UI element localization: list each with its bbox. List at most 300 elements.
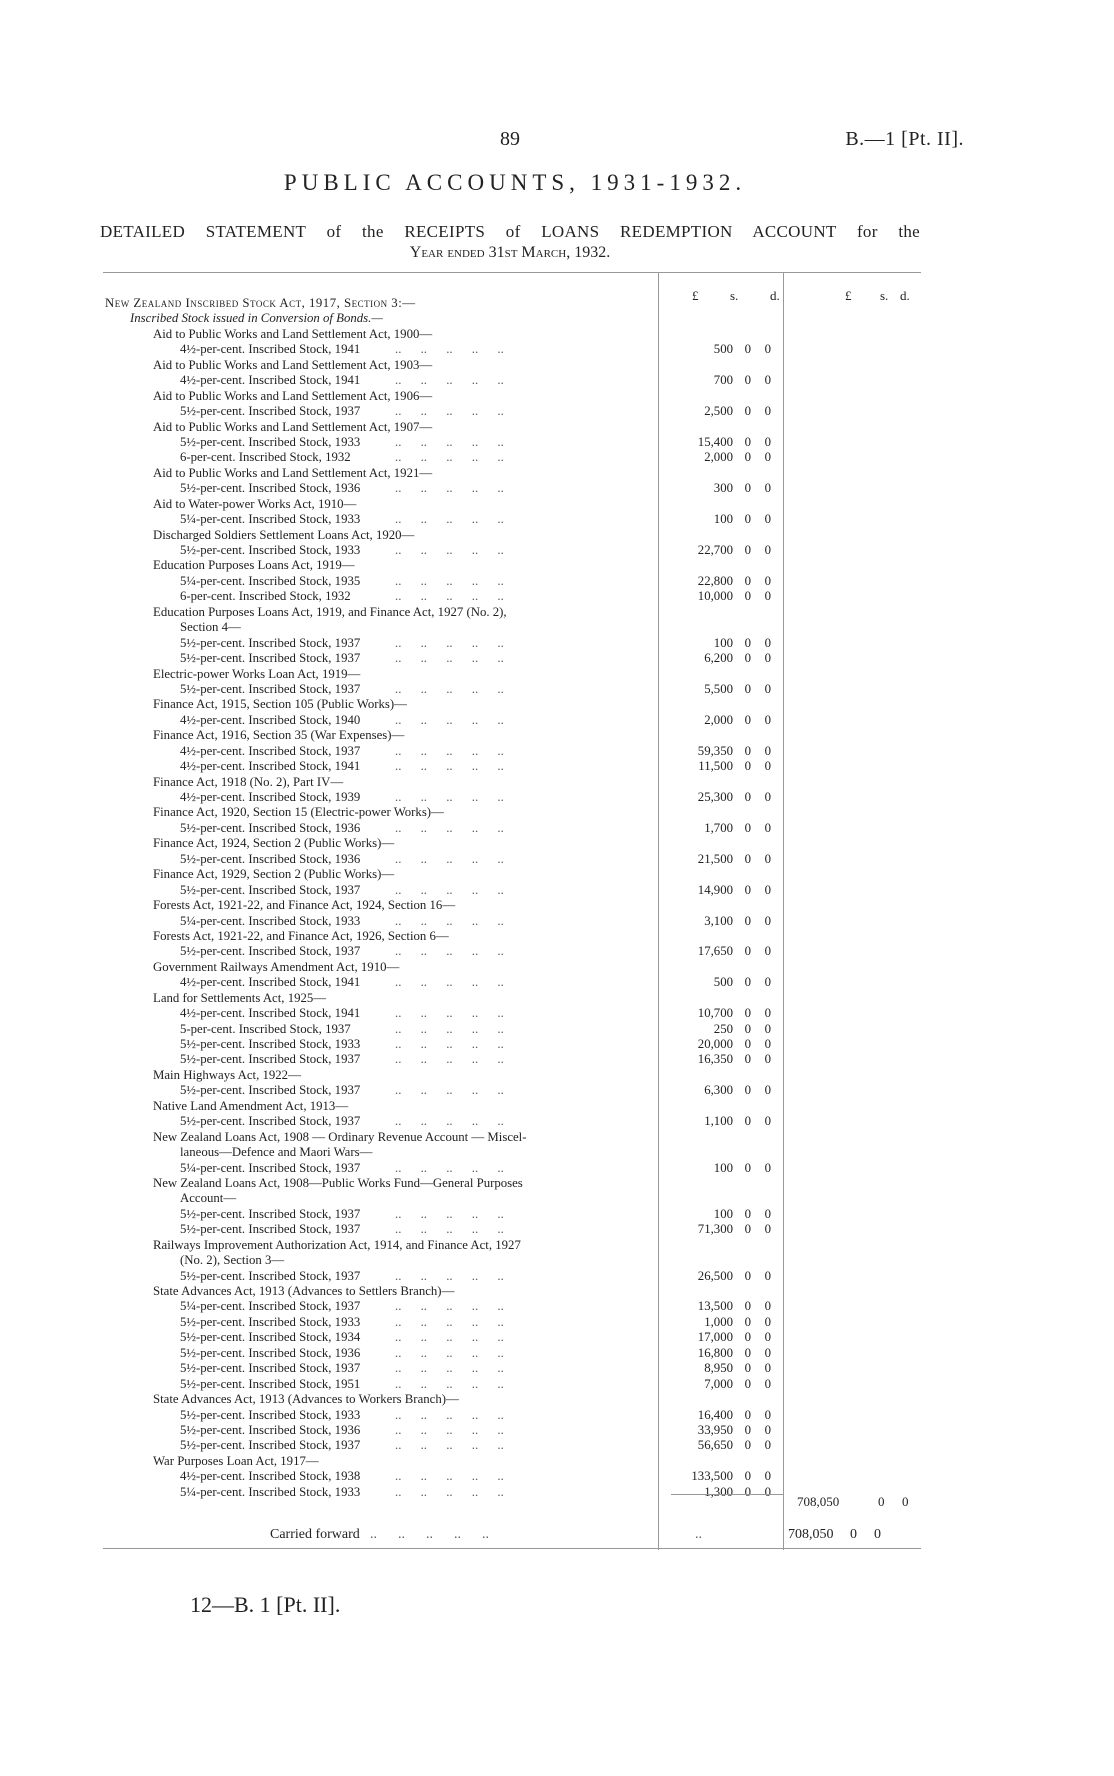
- row-description: 5¼-per-cent. Inscribed Stock, 1933: [180, 913, 361, 928]
- dot-leader: .. .. .. .. ..: [395, 573, 504, 588]
- statement-row: [105, 404, 925, 419]
- statement-row: [105, 1191, 925, 1206]
- dot-leader: .. .. .. .. ..: [395, 743, 504, 758]
- statement-row: [105, 389, 925, 404]
- row-description: Aid to Public Works and Land Settlement Act, 1903—: [153, 357, 433, 372]
- row-description: Aid to Public Works and Land Settlement Act, 1906—: [153, 388, 433, 403]
- row-pounds: 59,350: [697, 743, 733, 758]
- row-description: 5½-per-cent. Inscribed Stock, 1937: [180, 651, 361, 666]
- table-bottom-rule: [103, 1548, 921, 1549]
- page-reference: B.—1 [Pt. II].: [845, 128, 964, 150]
- row-pence: 0: [764, 481, 771, 496]
- row-description: 5½-per-cent. Inscribed Stock, 1936: [180, 481, 361, 496]
- statement-row: [105, 1284, 925, 1299]
- row-pounds: 17,650: [697, 944, 733, 959]
- row-description: 5½-per-cent. Inscribed Stock, 1936: [180, 820, 361, 835]
- row-shillings: 0: [744, 1021, 751, 1036]
- row-pounds: 250: [713, 1021, 733, 1036]
- row-shillings: 0: [744, 882, 751, 897]
- row-description: 5½-per-cent. Inscribed Stock, 1937: [180, 1083, 361, 1098]
- row-pence: 0: [764, 651, 771, 666]
- row-shillings: 0: [744, 450, 751, 465]
- statement-row: [105, 1253, 925, 1268]
- statement-row: [105, 713, 925, 728]
- carried-forward-label: Carried forward: [270, 1527, 360, 1542]
- statement-row: [105, 914, 925, 929]
- statement-row: [105, 620, 925, 635]
- dot-leader: .. .. .. .. ..: [395, 404, 504, 419]
- row-pence: 0: [764, 975, 771, 990]
- row-description: 4½-per-cent. Inscribed Stock, 1941: [180, 1006, 361, 1021]
- statement-row: [105, 450, 925, 465]
- row-shillings: 0: [744, 1484, 751, 1499]
- row-description: 4½-per-cent. Inscribed Stock, 1938: [180, 1469, 361, 1484]
- row-shillings: 0: [744, 1407, 751, 1422]
- statement-row: [105, 991, 925, 1006]
- row-description: Finance Act, 1915, Section 105 (Public Works)—: [153, 697, 407, 712]
- row-pence: 0: [764, 373, 771, 388]
- row-pounds: 10,700: [697, 1006, 733, 1021]
- row-description: 4½-per-cent. Inscribed Stock, 1941: [180, 759, 361, 774]
- row-pounds: 2,500: [704, 404, 733, 419]
- row-description: 5½-per-cent. Inscribed Stock, 1933: [180, 1037, 361, 1051]
- row-pounds: 6,300: [704, 1083, 733, 1098]
- row-shillings: 0: [744, 944, 751, 959]
- row-pounds: 1,300: [704, 1484, 733, 1499]
- dot-leader: .. .. .. .. ..: [395, 342, 504, 357]
- row-shillings: 0: [744, 635, 751, 650]
- row-pounds: 2,000: [704, 712, 733, 727]
- row-description: 5¼-per-cent. Inscribed Stock, 1937: [180, 1299, 361, 1314]
- row-shillings: 0: [744, 404, 751, 419]
- row-description: Forests Act, 1921-22, and Finance Act, 1924, Section 16—: [153, 898, 456, 913]
- statement-row: [105, 373, 925, 388]
- row-description: Aid to Public Works and Land Settlement Act, 1900—: [153, 326, 433, 341]
- row-pounds: 10,000: [697, 589, 733, 604]
- row-shillings: 0: [744, 1222, 751, 1237]
- row-shillings: 0: [744, 1268, 751, 1283]
- row-description: 4½-per-cent. Inscribed Stock, 1937: [180, 743, 361, 758]
- statement-row: [105, 1438, 925, 1453]
- row-description: 4½-per-cent. Inscribed Stock, 1941: [180, 975, 361, 990]
- row-pence: 0: [764, 790, 771, 804]
- row-pence: 0: [764, 1484, 771, 1499]
- row-pence: 0: [764, 1052, 771, 1067]
- row-pence: 0: [764, 543, 771, 557]
- row-pounds: 26,500: [697, 1268, 733, 1283]
- statement-row: [105, 435, 925, 450]
- dot-leader: .. .. .. .. ..: [395, 1299, 504, 1314]
- row-description: State Advances Act, 1913 (Advances to Workers Branch)—: [153, 1392, 459, 1407]
- row-pence: 0: [764, 342, 771, 357]
- col-head-pence: d.: [770, 288, 780, 303]
- statement-row: [105, 1299, 925, 1314]
- statement-row: [105, 589, 925, 604]
- row-shillings: 0: [744, 1160, 751, 1175]
- row-pounds: 133,500: [691, 1469, 733, 1484]
- row-description: 5½-per-cent. Inscribed Stock, 1936: [180, 1345, 361, 1360]
- row-pounds: 5,500: [704, 681, 733, 696]
- row-shillings: 0: [744, 975, 751, 990]
- statement-subtitle: DETAILED STATEMENT of the RECEIPTS of LOANS REDEMPTION ACCOUNT for the: [100, 222, 920, 241]
- row-description: 5½-per-cent. Inscribed Stock, 1937: [180, 944, 361, 959]
- row-description: 5½-per-cent. Inscribed Stock, 1934: [180, 1330, 361, 1345]
- statement-row: [105, 975, 925, 990]
- row-pence: 0: [764, 1083, 771, 1098]
- row-description: Land for Settlements Act, 1925—: [153, 990, 327, 1005]
- row-pence: 0: [764, 759, 771, 774]
- statement-row: [105, 1022, 925, 1037]
- statement-row: [105, 311, 925, 326]
- row-description: Account—: [180, 1191, 237, 1206]
- row-pence: 0: [764, 851, 771, 866]
- row-pence: 0: [764, 1407, 771, 1422]
- row-pounds: 22,800: [697, 573, 733, 588]
- statement-row: [105, 636, 925, 651]
- row-description: Finance Act, 1929, Section 2 (Public Works)—: [153, 867, 395, 882]
- row-pounds: 100: [713, 512, 733, 527]
- row-shillings: 0: [744, 1330, 751, 1345]
- row-pence: 0: [764, 434, 771, 449]
- total-shillings: 0: [878, 1494, 885, 1509]
- row-shillings: 0: [744, 1037, 751, 1051]
- row-description: 5½-per-cent. Inscribed Stock, 1937: [180, 1438, 361, 1453]
- statement-row: [105, 1006, 925, 1021]
- row-pounds: 8,950: [704, 1361, 733, 1376]
- dot-leader: .. .. .. .. ..: [395, 851, 504, 866]
- row-description: Aid to Public Works and Land Settlement Act, 1921—: [153, 465, 433, 480]
- statement-row: [105, 481, 925, 496]
- row-description: Finance Act, 1916, Section 35 (War Expenses)—: [153, 728, 405, 743]
- dot-leader: .. .. .. .. ..: [395, 1268, 504, 1283]
- row-shillings: 0: [744, 790, 751, 804]
- row-shillings: 0: [744, 743, 751, 758]
- statement-row: [105, 697, 925, 712]
- dot-leader: .. .. .. .. ..: [395, 882, 504, 897]
- row-description: 5½-per-cent. Inscribed Stock, 1951: [180, 1376, 361, 1391]
- row-description: 5½-per-cent. Inscribed Stock, 1936: [180, 851, 361, 866]
- row-description: Forests Act, 1921-22, and Finance Act, 1926, Section 6—: [153, 928, 449, 943]
- row-shillings: 0: [744, 1083, 751, 1098]
- row-description: Discharged Soldiers Settlement Loans Act, 1920—: [153, 527, 415, 542]
- row-shillings: 0: [744, 1114, 751, 1129]
- row-description: Electric-power Works Loan Act, 1919—: [153, 666, 361, 681]
- statement-row: [105, 1068, 925, 1083]
- dot-leader: .. .. .. .. ..: [370, 1527, 489, 1542]
- row-pence: 0: [764, 1361, 771, 1376]
- row-description: 5¼-per-cent. Inscribed Stock, 1933: [180, 512, 361, 527]
- row-shillings: 0: [744, 651, 751, 666]
- row-pounds: 15,400: [697, 434, 733, 449]
- carried-forward-amount: [788, 1527, 881, 1543]
- dot-leader: .. .. .. .. ..: [395, 1422, 504, 1437]
- carried-forward-shillings: 0: [850, 1527, 857, 1542]
- page-title: PUBLIC ACCOUNTS, 1931-1932.: [283, 170, 747, 195]
- row-description: New Zealand Inscribed Stock Act, 1917, Section 3:—: [105, 296, 416, 310]
- statement-row: [105, 759, 925, 774]
- statement-row: [105, 1238, 925, 1253]
- statement-rows: [105, 296, 925, 1500]
- row-pence: 0: [764, 589, 771, 604]
- row-description: 5½-per-cent. Inscribed Stock, 1937: [180, 1114, 361, 1129]
- row-description: 4½-per-cent. Inscribed Stock, 1939: [180, 790, 361, 804]
- row-description: 5½-per-cent. Inscribed Stock, 1933: [180, 543, 361, 557]
- statement-row: [105, 852, 925, 867]
- row-description: 5¼-per-cent. Inscribed Stock, 1935: [180, 573, 361, 588]
- statement-row: [105, 867, 925, 882]
- row-description: Aid to Water-power Works Act, 1910—: [153, 496, 357, 511]
- row-description: 5½-per-cent. Inscribed Stock, 1937: [180, 1361, 361, 1376]
- row-shillings: 0: [744, 913, 751, 928]
- row-pounds: 100: [713, 1206, 733, 1221]
- row-pounds: 20,000: [697, 1037, 733, 1051]
- dot-leader: .. .. .. .. ..: [395, 1345, 504, 1360]
- statement-row: [105, 1114, 925, 1129]
- row-pence: 0: [764, 1345, 771, 1360]
- total-pence: 0: [902, 1494, 909, 1509]
- statement-row: [105, 1222, 925, 1237]
- row-description: Finance Act, 1924, Section 2 (Public Works)—: [153, 836, 395, 851]
- row-description: 5½-per-cent. Inscribed Stock, 1937: [180, 1206, 361, 1221]
- row-pence: 0: [764, 1222, 771, 1237]
- row-pence: 0: [764, 681, 771, 696]
- statement-row: [105, 790, 925, 805]
- statement-row: [105, 744, 925, 759]
- row-pounds: 500: [713, 975, 733, 990]
- dot-leader: .. .. .. .. ..: [395, 543, 504, 557]
- row-description: War Purposes Loan Act, 1917—: [153, 1453, 319, 1468]
- row-pence: 0: [764, 404, 771, 419]
- row-pence: 0: [764, 1114, 771, 1129]
- statement-row: [105, 836, 925, 851]
- row-pounds: 2,000: [704, 450, 733, 465]
- row-pounds: 14,900: [697, 882, 733, 897]
- row-shillings: 0: [744, 1361, 751, 1376]
- total-pounds: 708,050: [797, 1494, 840, 1509]
- row-pence: 0: [764, 1376, 771, 1391]
- statement-row: [105, 512, 925, 527]
- dot-leader: .. .. .. .. ..: [395, 1361, 504, 1376]
- row-pounds: 3,100: [704, 913, 733, 928]
- statement-row: [105, 1361, 925, 1376]
- row-pence: 0: [764, 635, 771, 650]
- row-shillings: 0: [744, 481, 751, 496]
- dot-leader: .. .. .. .. ..: [395, 481, 504, 496]
- row-shillings: 0: [744, 1052, 751, 1067]
- row-shillings: 0: [744, 342, 751, 357]
- statement-row: [105, 358, 925, 373]
- row-shillings: 0: [744, 681, 751, 696]
- row-shillings: 0: [744, 543, 751, 557]
- row-description: 5½-per-cent. Inscribed Stock, 1933: [180, 1314, 361, 1329]
- row-pence: 0: [764, 712, 771, 727]
- statement-row: [105, 1454, 925, 1469]
- row-description: 5½-per-cent. Inscribed Stock, 1937: [180, 882, 361, 897]
- row-pence: 0: [764, 1438, 771, 1453]
- carried-forward-pounds: 708,050: [788, 1527, 834, 1542]
- statement-row: [105, 1315, 925, 1330]
- row-description: 5½-per-cent. Inscribed Stock, 1937: [180, 1222, 361, 1237]
- row-pounds: 16,350: [697, 1052, 733, 1067]
- statement-row: [105, 1269, 925, 1284]
- row-pounds: 1,100: [704, 1114, 733, 1129]
- row-description: Education Purposes Loans Act, 1919, and Finance Act, 1927 (No. 2),: [153, 604, 507, 619]
- row-description: Railways Improvement Authorization Act, 1914, and Finance Act, 1927: [153, 1237, 521, 1252]
- statement-row: [105, 1176, 925, 1191]
- row-pounds: 16,400: [697, 1407, 733, 1422]
- row-shillings: 0: [744, 373, 751, 388]
- row-description: Main Highways Act, 1922—: [153, 1067, 301, 1082]
- dot-leader: .. .. .. .. ..: [395, 712, 504, 727]
- statement-row: [105, 466, 925, 481]
- statement-row: [105, 1423, 925, 1438]
- statement-row: [105, 821, 925, 836]
- dot-leader: .. .. .. .. ..: [395, 944, 504, 959]
- row-shillings: 0: [744, 512, 751, 527]
- row-description: Native Land Amendment Act, 1913—: [153, 1098, 349, 1113]
- row-description: New Zealand Loans Act, 1908 — Ordinary Revenue Account — Miscel-: [153, 1129, 527, 1144]
- statement-period: Year ended 31st March, 1932.: [409, 244, 611, 261]
- row-pounds: 17,000: [697, 1330, 733, 1345]
- dot-leader: .. .. .. .. ..: [395, 1469, 504, 1484]
- row-shillings: 0: [744, 759, 751, 774]
- row-pence: 0: [764, 820, 771, 835]
- row-pounds: 56,650: [697, 1438, 733, 1453]
- row-pounds: 1,000: [704, 1314, 733, 1329]
- col-head-shillings-total: s.: [880, 288, 889, 303]
- statement-row: [105, 342, 925, 357]
- statement-row: [105, 944, 925, 959]
- statement-row: [105, 1145, 925, 1160]
- row-pounds: 300: [713, 481, 733, 496]
- row-shillings: 0: [744, 589, 751, 604]
- row-shillings: 0: [744, 1006, 751, 1021]
- row-shillings: 0: [744, 1345, 751, 1360]
- row-description: 4½-per-cent. Inscribed Stock, 1941: [180, 373, 361, 388]
- row-pence: 0: [764, 743, 771, 758]
- dot-leader: .. .. .. .. ..: [395, 759, 504, 774]
- dot-leader: .. .. .. .. ..: [395, 681, 504, 696]
- statement-row: [105, 682, 925, 697]
- row-shillings: 0: [744, 851, 751, 866]
- row-pence: 0: [764, 1330, 771, 1345]
- row-description: (No. 2), Section 3—: [180, 1253, 285, 1268]
- dot-leader: .. .. .. .. ..: [395, 1114, 504, 1129]
- row-pounds: 1,700: [704, 820, 733, 835]
- statement-row: [105, 1377, 925, 1392]
- row-pounds: 25,300: [697, 790, 733, 804]
- dot-leader: .. .. .. .. ..: [395, 913, 504, 928]
- row-shillings: 0: [744, 712, 751, 727]
- statement-row: [105, 1207, 925, 1222]
- statement-row: [105, 1346, 925, 1361]
- total-rule: [671, 1494, 783, 1495]
- carried-forward-pence: 0: [874, 1527, 881, 1542]
- dot-leader: .. .. .. .. ..: [395, 651, 504, 666]
- row-pounds: 100: [713, 635, 733, 650]
- row-pence: 0: [764, 944, 771, 959]
- dot-leader: .. .. .. .. ..: [395, 820, 504, 835]
- row-pounds: 21,500: [697, 851, 733, 866]
- row-shillings: 0: [744, 1299, 751, 1314]
- row-pence: 0: [764, 1160, 771, 1175]
- dot-leader: .. .. .. .. ..: [395, 1160, 504, 1175]
- dot-leader: .. .. .. .. ..: [395, 1021, 504, 1036]
- row-pounds: 100: [713, 1160, 733, 1175]
- statement-row: [105, 296, 925, 311]
- statement-row: [105, 667, 925, 682]
- row-description: Aid to Public Works and Land Settlement Act, 1907—: [153, 419, 433, 434]
- row-description: 6-per-cent. Inscribed Stock, 1932: [180, 450, 351, 465]
- row-description: 5½-per-cent. Inscribed Stock, 1937: [180, 1268, 361, 1283]
- row-description: 5¼-per-cent. Inscribed Stock, 1933: [180, 1484, 361, 1499]
- row-description: 4½-per-cent. Inscribed Stock, 1940: [180, 712, 361, 727]
- row-shillings: 0: [744, 1314, 751, 1329]
- row-pence: 0: [764, 573, 771, 588]
- row-pence: 0: [764, 1469, 771, 1484]
- row-description: 5½-per-cent. Inscribed Stock, 1933: [180, 434, 361, 449]
- statement-row: [105, 574, 925, 589]
- statement-row: [105, 1130, 925, 1145]
- row-pence: 0: [764, 1037, 771, 1051]
- statement-row: [105, 1469, 925, 1484]
- row-shillings: 0: [744, 1438, 751, 1453]
- col-head-pounds: £: [692, 288, 699, 303]
- row-description: 5½-per-cent. Inscribed Stock, 1937: [180, 681, 361, 696]
- dot-leader: .. .. .. .. ..: [395, 512, 504, 527]
- row-description: 5½-per-cent. Inscribed Stock, 1937: [180, 635, 361, 650]
- statement-row: [105, 1161, 925, 1176]
- row-description: Finance Act, 1920, Section 15 (Electric-power Works)—: [153, 805, 444, 820]
- statement-row: [105, 1037, 925, 1052]
- row-pence: 0: [764, 1422, 771, 1437]
- row-pence: 0: [764, 512, 771, 527]
- row-description: 4½-per-cent. Inscribed Stock, 1941: [180, 342, 361, 357]
- statement-row: [105, 497, 925, 512]
- row-pence: 0: [764, 1314, 771, 1329]
- statement-row: [105, 543, 925, 558]
- statement-row: [105, 898, 925, 913]
- statement-row: [105, 1330, 925, 1345]
- page-number: 89: [500, 128, 520, 150]
- row-description: Inscribed Stock issued in Conversion of Bonds.—: [130, 311, 383, 326]
- row-description: 5½-per-cent. Inscribed Stock, 1937: [180, 404, 361, 419]
- dot-leader: .. .. .. .. ..: [395, 1052, 504, 1067]
- statement-row: [105, 528, 925, 543]
- dot-leader: .. .. .. .. ..: [395, 1376, 504, 1391]
- statement-row: [105, 1408, 925, 1423]
- statement-row: [105, 558, 925, 573]
- row-pounds: 700: [713, 373, 733, 388]
- col-head-pence-total: d.: [900, 288, 910, 303]
- statement-row: [105, 651, 925, 666]
- row-pounds: 33,950: [697, 1422, 733, 1437]
- row-pence: 0: [764, 1299, 771, 1314]
- row-shillings: 0: [744, 820, 751, 835]
- dot-leader: .. .. .. .. ..: [395, 1037, 504, 1051]
- dot-leader: .. .. .. .. ..: [395, 434, 504, 449]
- statement-row: [105, 327, 925, 342]
- statement-row: [105, 1099, 925, 1114]
- dot-leader: .. .. .. .. ..: [395, 1222, 504, 1237]
- dot-leader: .. .. .. .. ..: [395, 635, 504, 650]
- row-pounds: 6,200: [704, 651, 733, 666]
- row-pounds: 22,700: [697, 543, 733, 557]
- row-shillings: 0: [744, 434, 751, 449]
- row-description: 5¼-per-cent. Inscribed Stock, 1937: [180, 1160, 361, 1175]
- dot-leader: .. .. .. .. ..: [395, 1206, 504, 1221]
- row-pence: 0: [764, 450, 771, 465]
